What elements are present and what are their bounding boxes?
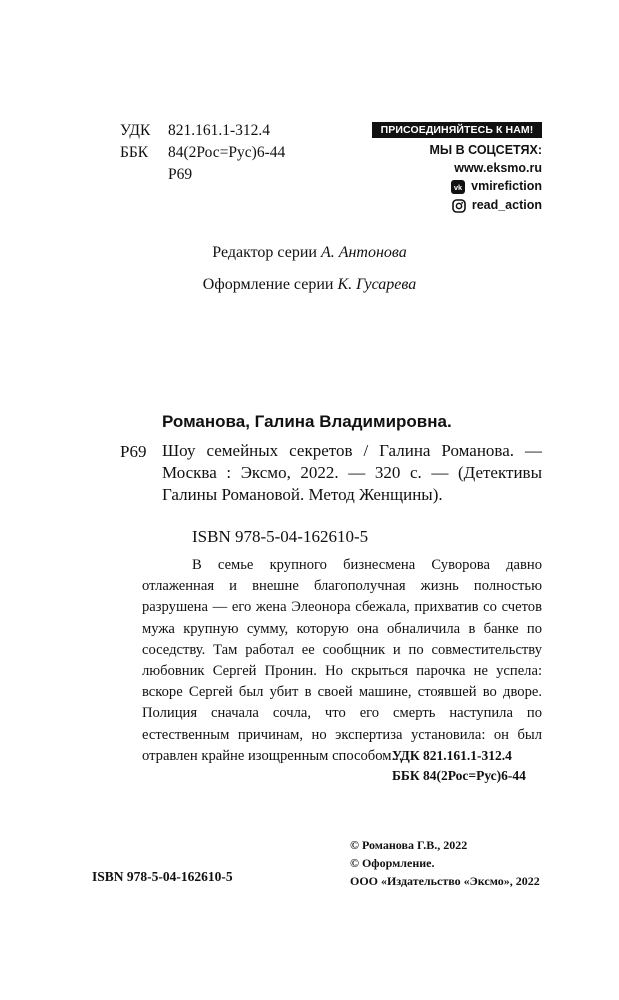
bottom-udk: УДК 821.161.1-312.4 [392,748,512,763]
editor-label: Редактор серии [212,244,317,261]
bibliographic-description: Шоу семейных секретов / Галина Романова. — Москва : Эксмо, 2022. — 320 с. — (Детективы Галины Романовой. Метод Женщины). [162,441,542,504]
annotation: В семье крупного бизнесмена Суворова давно отлаженная и внешне благополучная жизнь полностью разрушена — его жена Элеонора сбежала, прихватив со счетов мужа крупную сумму, которую она обналичила в банке по соседству. Там работал ее сообщник и по совместительству любовник Сергей Пронин. Но скрыться парочка не успела: вскоре Сергей был убит в своей машине, стоявшей во дворе. Полиция сначала сочла, что его смерть наступила по естественным причинам, но экспертиза установила: он был отравлен крайне изощренным способом... [142,557,542,764]
vk-handle: vmirefiction [471,179,542,193]
bottom-classification [392,746,526,786]
design-name: К. Гусарева [337,276,417,293]
join-banner: ПРИСОЕДИНЯЙТЕСЬ К НАМ! [372,122,542,138]
series-design [0,276,619,294]
svg-text:vk: vk [453,182,463,192]
social-caption: МЫ В СОЦСЕТЯХ: [429,143,542,157]
classification-block [120,120,285,186]
isbn-main: ISBN 978-5-04-162610-5 [192,527,369,546]
author-code-top: Р69 [168,166,193,183]
copyright-block [350,836,540,890]
author-heading: Романова, Галина Владимировна. [162,412,452,431]
udk-label: УДК [120,122,151,139]
instagram-link[interactable] [372,196,542,215]
bottom-bbk: ББК 84(2Рос=Рус)6-44 [392,768,526,783]
copyright-publisher: ООО «Издательство «Эксмо», 2022 [350,874,540,888]
instagram-icon [452,199,466,213]
udk-value: 821.161.1-312.4 [168,122,271,139]
design-label: Оформление серии [202,276,334,293]
isbn-bottom: ISBN 978-5-04-162610-5 [92,869,233,884]
bbk-label: ББК [120,144,149,161]
vk-icon [451,180,465,194]
instagram-handle: read_action [471,198,542,212]
vk-link[interactable] [372,177,542,196]
copyright-design: © Оформление. [350,856,435,870]
author-code: Р69 [120,442,147,461]
udk-row [120,120,285,142]
bbk-value: 84(2Рос=Рус)6-44 [168,144,286,161]
editor-name: А. Антонова [320,244,407,261]
copyright-author: © Романова Г.В., 2022 [350,838,468,852]
social-block [372,122,542,215]
site-link[interactable]: www.eksmo.ru [454,161,542,175]
bbk-row [120,142,285,164]
series-editor [0,244,619,262]
